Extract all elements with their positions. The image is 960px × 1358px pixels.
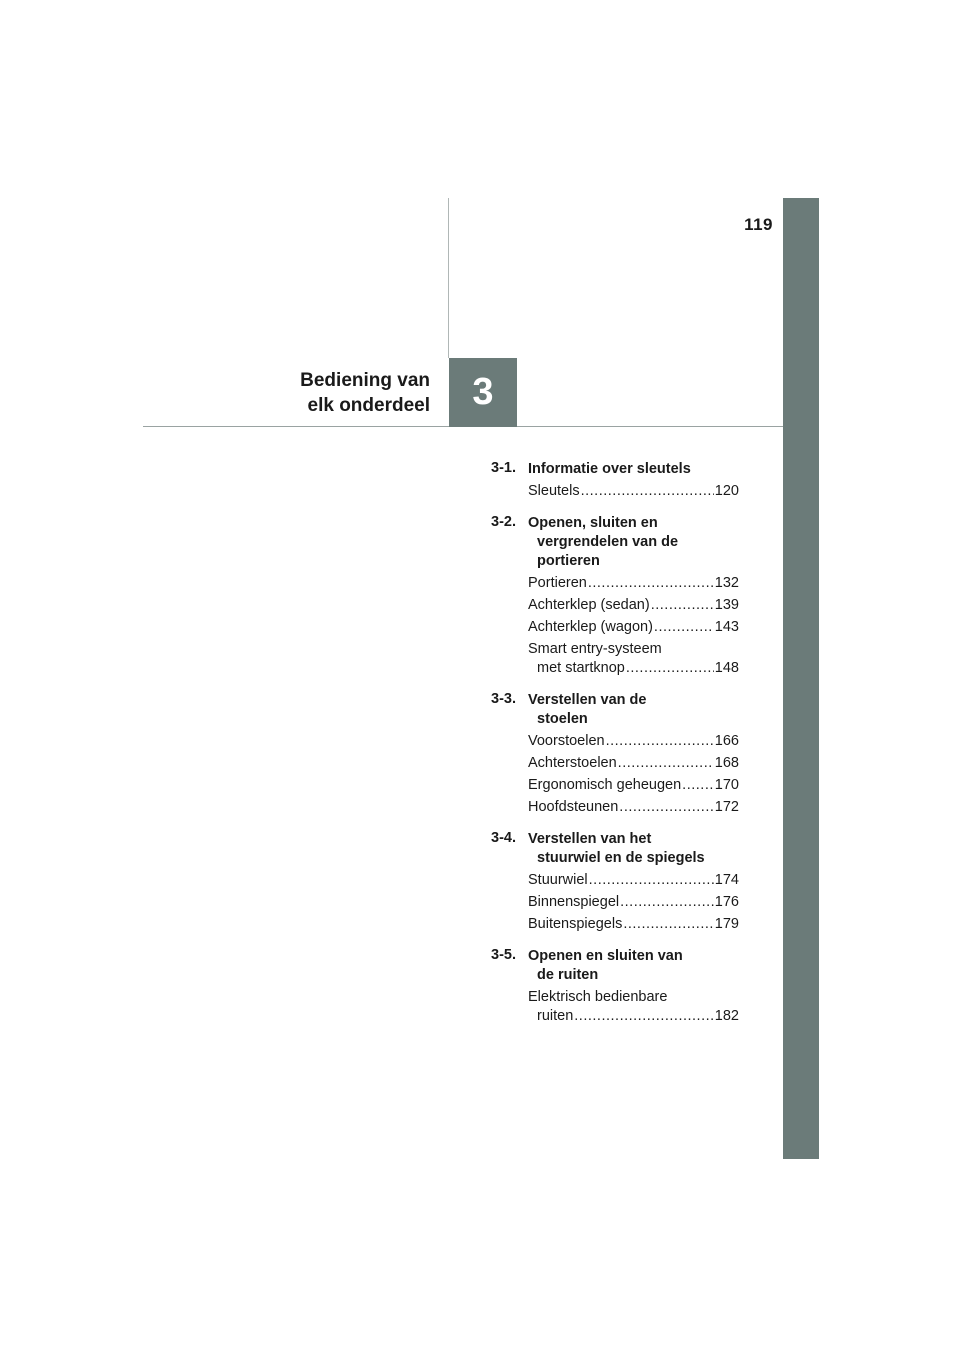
chapter-title-line-1: Bediening van: [300, 370, 430, 391]
entry-label: ruiten: [537, 1008, 574, 1024]
toc-entry[interactable]: [528, 618, 739, 637]
dot-leader: [623, 915, 713, 934]
entry-page-number: 168: [714, 755, 739, 771]
toc-entry[interactable]: [528, 776, 739, 795]
dot-leader: [620, 893, 714, 912]
entry-label: Binnenspiegel: [528, 894, 620, 910]
entry-page-number: 176: [714, 894, 739, 910]
section-title: Verstellen van de stoelen: [528, 692, 647, 727]
entry-page-number: 166: [714, 733, 739, 749]
toc-entry[interactable]: [528, 574, 739, 593]
section-number: 3-2.: [491, 514, 516, 530]
entry-label: Smart entry-systeem: [528, 641, 662, 657]
entry-page-number: 170: [714, 777, 739, 793]
dot-leader: [654, 618, 714, 637]
toc-entry[interactable]: [528, 798, 739, 817]
entry-page-number: 148: [714, 660, 739, 676]
toc-entry[interactable]: [528, 640, 739, 678]
entry-page-number: 143: [714, 619, 739, 635]
vertical-divider: [448, 198, 449, 358]
chapter-number-badge: 3: [449, 358, 517, 427]
dot-leader: [581, 482, 714, 501]
entry-page-number: 120: [714, 483, 739, 499]
chapter-title-line-2: elk onderdeel: [307, 395, 430, 416]
section-title: Openen en sluiten van de ruiten: [528, 948, 683, 983]
entry-page-number: 182: [714, 1008, 739, 1024]
toc-entry[interactable]: [528, 915, 739, 934]
dot-leader: [682, 776, 714, 795]
toc-entry[interactable]: [528, 732, 739, 751]
page-number: 119: [744, 215, 773, 234]
section-number: 3-4.: [491, 830, 516, 846]
toc-entry[interactable]: [528, 871, 739, 890]
entry-label: Sleutels: [528, 483, 580, 499]
entry-label: met startknop: [537, 660, 625, 676]
section-title: Verstellen van het stuurwiel en de spiegels: [528, 831, 705, 866]
section-number: 3-3.: [491, 691, 516, 707]
section-number: 3-1.: [491, 460, 516, 476]
dot-leader: [606, 732, 714, 751]
section-number: 3-5.: [491, 947, 516, 963]
entry-page-number: 172: [714, 799, 739, 815]
entry-label: Ergonomisch geheugen: [528, 777, 682, 793]
dot-leader: [574, 1007, 714, 1026]
chapter-side-tab: [783, 198, 819, 1159]
dot-leader: [589, 871, 714, 890]
entry-label: Hoofdsteunen: [528, 799, 619, 815]
entry-page-number: 139: [714, 597, 739, 613]
entry-label: Elektrisch bedienbare: [528, 989, 668, 1005]
toc-entry[interactable]: [528, 893, 739, 912]
entry-label: Stuurwiel: [528, 872, 588, 888]
entry-page-number: 132: [714, 575, 739, 591]
entry-page-number: 174: [714, 872, 739, 888]
dot-leader: [619, 798, 714, 817]
toc-entry[interactable]: [528, 482, 739, 501]
section-title: Openen, sluiten en vergrendelen van de portieren: [528, 515, 679, 569]
entry-page-number: 179: [714, 916, 739, 932]
section-title: Informatie over sleutels: [528, 461, 691, 477]
dot-leader: [626, 659, 714, 678]
toc-entry[interactable]: [528, 596, 739, 615]
entry-label: Buitenspiegels: [528, 916, 623, 932]
dot-leader: [651, 596, 714, 615]
chapter-title: [220, 368, 430, 418]
dot-leader: [588, 574, 714, 593]
entry-label: Achterklep (wagon): [528, 619, 653, 635]
toc-entry[interactable]: [528, 988, 739, 1026]
dot-leader: [618, 754, 714, 773]
entry-label: Portieren: [528, 575, 587, 591]
entry-label: Achterklep (sedan): [528, 597, 650, 613]
entry-label: Voorstoelen: [528, 733, 605, 749]
toc-entry[interactable]: [528, 754, 739, 773]
entry-label: Achterstoelen: [528, 755, 617, 771]
